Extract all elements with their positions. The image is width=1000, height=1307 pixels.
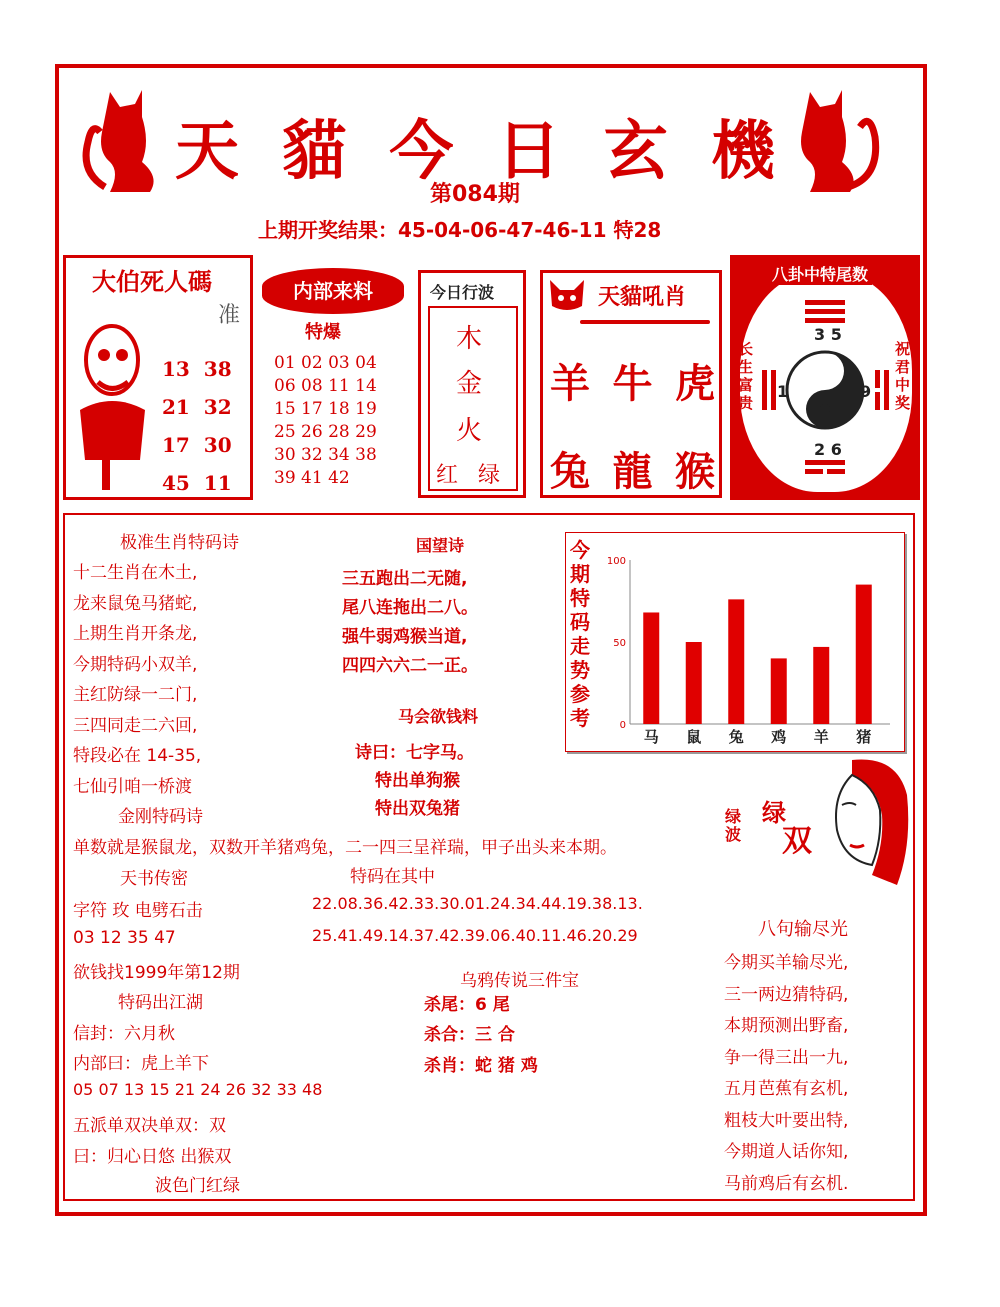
bagua-num-right: 9 [860, 382, 872, 401]
uncle-tag: 准 [218, 303, 241, 328]
zodiac-row2 [550, 440, 715, 497]
inside-banner: 内部来料 [262, 268, 404, 314]
chart-category-label: 马 [643, 728, 659, 745]
bajyu-line: 争一得三出一九, [724, 1047, 849, 1068]
zodiac-title: 天貓吼肖 [598, 284, 687, 310]
uncle-numbers [162, 350, 232, 502]
jianghu-line: 五派单双决单双：双 [73, 1116, 226, 1136]
jianghu-line: 内部曰：虎上羊下 [73, 1054, 209, 1074]
mahui-line: 特出单狗猴 [375, 771, 460, 791]
uncle-number: 38 [203, 357, 232, 381]
tianshu-line: 欲钱找1999年第12期 [73, 963, 240, 983]
chart-bar [728, 599, 744, 724]
wave-element: 火 [456, 416, 483, 446]
poem-line: 龙来鼠兔马猪蛇, [73, 593, 198, 614]
bajyu-line: 今期道人话你知, [724, 1142, 849, 1162]
cat-face-icon [546, 276, 588, 312]
tema-row: 25.41.49.14.37.42.39.06.40.11.46.20.29 [312, 926, 638, 945]
tianshu-title: 天书传密 [120, 869, 188, 889]
tema-title: 特码在其中 [350, 867, 435, 887]
crow-line: 杀合：三 合 [424, 1025, 515, 1045]
uncle-number: 11 [203, 471, 232, 495]
poem-line: 上期生肖开条龙, [73, 624, 198, 644]
chart-category-label: 鼠 [686, 728, 702, 745]
mahui-title: 马会欲钱料 [398, 707, 479, 726]
poem-line: 特段必在 14-35, [73, 746, 202, 766]
bagua-title: 八卦中特尾数 [768, 262, 872, 285]
inside-numbers: 01 02 03 04 06 08 11 14 15 17 18 19 25 26 28 29 30 32 34 38 39 41 42 [274, 353, 377, 488]
poem-left-lines [73, 558, 201, 802]
bajyu-line: 今期买羊输尽光, [724, 953, 849, 973]
old-man-icon [70, 310, 160, 495]
chart-bar [686, 642, 702, 724]
chart-bar [771, 658, 787, 724]
crow-title: 乌鸦传说三件宝 [460, 971, 579, 991]
guowang-line: 强牛弱鸡猴当道, [342, 627, 468, 647]
bajyu-lines [724, 948, 848, 1200]
tema-row: 22.08.36.42.33.30.01.24.34.44.19.38.13. [312, 894, 643, 913]
cat-left-icon [80, 82, 180, 202]
chart-category-label: 鸡 [771, 728, 787, 745]
girl-side: 绿波 [725, 807, 742, 844]
bagua-num-bottom: 2 6 [814, 440, 842, 459]
girl-portrait-icon [812, 755, 912, 895]
jingang-title: 金刚特码诗 [118, 807, 203, 827]
title-char: 今 [389, 114, 454, 189]
divider [580, 320, 710, 324]
uncle-title: 大伯死人碼 [92, 267, 212, 296]
girl-tag1: 绿 [762, 799, 786, 827]
bajyu-line: 马前鸡后有玄机. [724, 1173, 849, 1194]
jingang-text: 单数就是猴鼠龙，双数开羊猪鸡兔，二一四三呈祥瑞，甲子出头来本期。 [73, 838, 617, 858]
jianghu-title: 特码出江湖 [118, 993, 203, 1013]
zodiac-char: 龍 [612, 448, 653, 495]
guowang-line: 四四六六二一正。 [342, 656, 478, 676]
cat-right-icon [780, 82, 890, 202]
wave-title: 今日行波 [430, 283, 495, 302]
poem-left-title: 极准生肖特码诗 [120, 533, 239, 553]
bajyu-line: 三一两边猜特码, [724, 984, 849, 1005]
chart-category-label: 猪 [856, 728, 872, 745]
zodiac-char: 羊 [550, 360, 590, 407]
title-char: 天 [175, 114, 239, 189]
last-result: 上期开奖结果：45-04-06-47-46-11 特28 [258, 218, 662, 242]
chart-category-label: 兔 [728, 728, 744, 745]
chart-bar [813, 647, 829, 724]
title-char: 日 [496, 114, 561, 189]
uncle-number: 21 [162, 395, 190, 419]
uncle-number: 45 [162, 471, 190, 495]
chart-ytick: 100 [606, 556, 626, 567]
zodiac-char: 兔 [550, 448, 590, 495]
chart-category-label: 羊 [813, 728, 829, 745]
guowang-line: 尾八连拖出二八。 [342, 598, 478, 618]
bajyu-line: 粗枝大叶要出特, [724, 1110, 849, 1131]
zodiac-char: 虎 [675, 360, 715, 407]
mahui-line: 特出双兔猪 [375, 799, 460, 819]
zodiac-row1 [550, 352, 715, 409]
poem-line: 七仙引咱一桥渡 [73, 776, 192, 797]
chart-bar [856, 585, 872, 724]
zodiac-char: 猴 [675, 448, 715, 495]
bagua-right: 祝君中奖 [895, 340, 911, 412]
bajyu-line: 五月芭蕉有玄机, [724, 1079, 849, 1099]
mahui-line: 诗曰：七字马。 [355, 743, 474, 763]
chart-bar [643, 612, 659, 724]
jianghu-line: 曰：归心日悠 出猴双 [73, 1147, 232, 1167]
zodiac-char: 牛 [612, 360, 653, 407]
poem-line: 主红防绿一二门, [73, 685, 198, 705]
uncle-number: 17 [162, 433, 190, 457]
jianghu-line: 信封：六月秋 [73, 1024, 175, 1044]
bagua-num-top: 3 5 [814, 325, 842, 344]
uncle-number: 30 [203, 433, 232, 457]
title-char: 貓 [282, 114, 347, 189]
crow-line: 杀肖：蛇 猪 鸡 [424, 1056, 538, 1076]
issue-number: 第084期 [430, 182, 520, 207]
guowang-line: 三五跑出二无随, [342, 569, 468, 589]
girl-tag2: 双 [782, 824, 812, 859]
guowang-lines [342, 565, 478, 681]
poem-line: 今期特码小双羊, [73, 654, 198, 675]
jianghu-footer: 波色门红绿 [155, 1176, 240, 1196]
poem-line: 十二生肖在木土, [73, 563, 198, 583]
title-char: 機 [710, 114, 775, 189]
poem-line: 三四同走二六回, [73, 715, 198, 736]
chart-ytick: 50 [613, 638, 626, 649]
tianshu-line: 字符 玫 电劈石击 [73, 901, 203, 921]
tianshu-line: 03 12 35 47 [73, 928, 176, 948]
inside-sub: 特爆 [305, 322, 341, 343]
wave-element: 金 [456, 369, 483, 399]
chart-side-label: 今期特码走势参考 [570, 538, 590, 730]
trend-chart [600, 540, 895, 745]
bagua-left: 长生富贵 [738, 340, 754, 412]
bajyu-line: 本期预测出野畜, [724, 1016, 849, 1036]
jianghu-line: 05 07 13 15 21 24 26 32 33 48 [73, 1080, 323, 1099]
chart-ytick: 0 [619, 720, 626, 731]
bajyu-title: 八句输尽光 [758, 919, 848, 940]
guowang-title: 国望诗 [416, 536, 465, 555]
crow-line: 杀尾：6 尾 [424, 995, 510, 1015]
uncle-number: 32 [203, 395, 232, 419]
uncle-number: 13 [162, 357, 190, 381]
wave-element: 木 [456, 324, 483, 354]
wave-color: 绿 [478, 463, 501, 488]
title-char: 玄 [603, 114, 668, 189]
wave-color: 红 [436, 463, 459, 488]
bagua-num-left: 1 [777, 382, 789, 401]
